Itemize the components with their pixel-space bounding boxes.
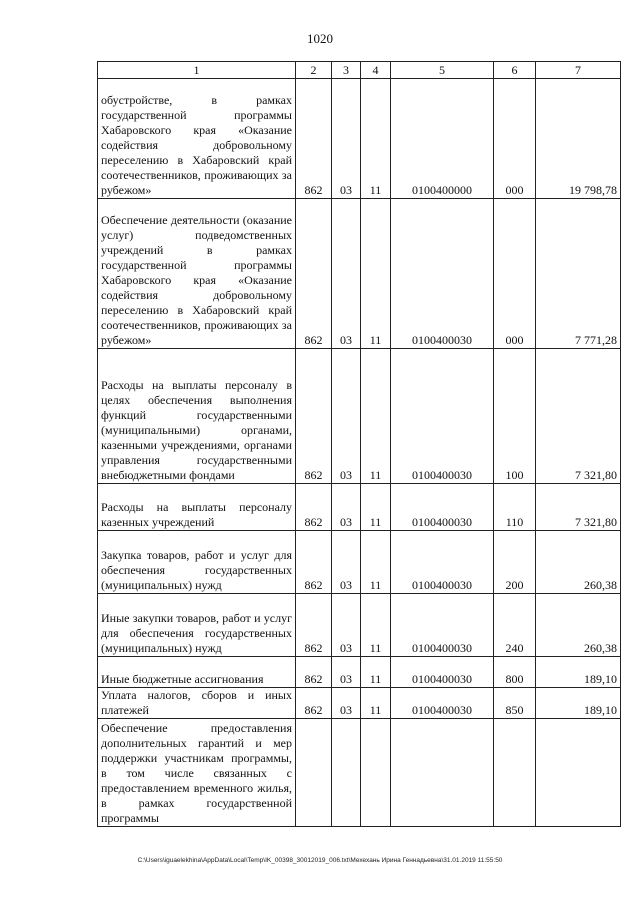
cell-sum: 260,38 [536, 594, 621, 657]
file-path-footer: C:\Users\iguaelekhina\AppData\Local\Temp\IK_00398_30012019_006.txt\Мехехань Ирина Геннадьевна\31.01.2019 11:55:50 [137, 857, 503, 864]
cell-rz: 03 [332, 484, 361, 531]
col-header-4: 4 [361, 62, 391, 79]
cell-rz: 03 [332, 657, 361, 688]
cell-grbs: 862 [296, 657, 332, 688]
cell-grbs: 862 [296, 688, 332, 719]
cell-sum [536, 719, 621, 827]
table-row [98, 349, 621, 484]
cell-vr [494, 719, 536, 827]
table-row [98, 594, 621, 657]
cell-pr: 11 [361, 484, 391, 531]
cell-grbs: 862 [296, 484, 332, 531]
cell-sum: 7 321,80 [536, 349, 621, 484]
cell-vr: 100 [494, 349, 536, 484]
cell-rz: 03 [332, 594, 361, 657]
cell-pr: 11 [361, 688, 391, 719]
table-row [98, 719, 621, 827]
col-header-7: 7 [536, 62, 621, 79]
cell-grbs: 862 [296, 531, 332, 594]
cell-vr: 000 [494, 199, 536, 349]
page-number: 1020 [307, 31, 333, 46]
cell-name: Обеспечение предоставления дополнительных гарантий и мер поддержки участникам программы, в том числе связанных с предоставлением временного жилья, в рамках государственной программы [98, 719, 296, 827]
table-row [98, 79, 621, 199]
table-row [98, 657, 621, 688]
cell-csr: 0100400030 [391, 349, 494, 484]
cell-sum: 189,10 [536, 657, 621, 688]
cell-vr: 800 [494, 657, 536, 688]
cell-rz: 03 [332, 349, 361, 484]
cell-csr: 0100400030 [391, 657, 494, 688]
cell-pr: 11 [361, 79, 391, 199]
cell-vr: 000 [494, 79, 536, 199]
cell-pr: 11 [361, 199, 391, 349]
cell-vr: 850 [494, 688, 536, 719]
cell-name: Иные бюджетные ассигнования [98, 657, 296, 688]
cell-rz: 03 [332, 688, 361, 719]
cell-grbs: 862 [296, 349, 332, 484]
cell-vr: 110 [494, 484, 536, 531]
cell-csr: 0100400000 [391, 79, 494, 199]
cell-csr: 0100400030 [391, 688, 494, 719]
cell-pr: 11 [361, 531, 391, 594]
table-row [98, 688, 621, 719]
cell-name: Расходы на выплаты персоналу казенных учреждений [98, 484, 296, 531]
cell-name: Иные закупки товаров, работ и услуг для обеспечения государственных (муниципальных) нужд [98, 594, 296, 657]
cell-pr: 11 [361, 349, 391, 484]
col-header-1: 1 [98, 62, 296, 79]
cell-csr: 0100400030 [391, 594, 494, 657]
cell-csr [391, 719, 494, 827]
table-row [98, 531, 621, 594]
col-header-3: 3 [332, 62, 361, 79]
cell-pr: 11 [361, 594, 391, 657]
header-row [98, 62, 621, 79]
cell-pr: 11 [361, 657, 391, 688]
cell-rz: 03 [332, 199, 361, 349]
col-header-6: 6 [494, 62, 536, 79]
cell-rz: 03 [332, 79, 361, 199]
cell-pr [361, 719, 391, 827]
budget-table [97, 61, 621, 827]
cell-grbs: 862 [296, 594, 332, 657]
cell-csr: 0100400030 [391, 531, 494, 594]
cell-sum: 7 771,28 [536, 199, 621, 349]
cell-name: Расходы на выплаты персоналу в целях обеспечения выполнения функций государственными (муниципальными) органами, казенными учреждениями, органами управления государственными внебюджетными фондами [98, 349, 296, 484]
cell-vr: 200 [494, 531, 536, 594]
cell-name: Закупка товаров, работ и услуг для обеспечения государственных (муниципальных) нужд [98, 531, 296, 594]
cell-sum: 7 321,80 [536, 484, 621, 531]
cell-grbs [296, 719, 332, 827]
cell-csr: 0100400030 [391, 199, 494, 349]
cell-sum: 260,38 [536, 531, 621, 594]
cell-sum: 189,10 [536, 688, 621, 719]
cell-sum: 19 798,78 [536, 79, 621, 199]
cell-name: обустройстве, в рамках государственной программы Хабаровского края «Оказание содействия добровольному переселению в Хабаровский край соотечественников, проживающих за рубежом» [98, 79, 296, 199]
cell-vr: 240 [494, 594, 536, 657]
cell-csr: 0100400030 [391, 484, 494, 531]
cell-name: Обеспечение деятельности (оказание услуг) подведомственных учреждений в рамках государственной программы Хабаровского края «Оказание содействия добровольному переселению в Хабаровский край соотечественников, проживающих за рубежом» [98, 199, 296, 349]
cell-name: Уплата налогов, сборов и иных платежей [98, 688, 296, 719]
col-header-5: 5 [391, 62, 494, 79]
cell-rz: 03 [332, 531, 361, 594]
cell-grbs: 862 [296, 79, 332, 199]
col-header-2: 2 [296, 62, 332, 79]
table-row [98, 484, 621, 531]
cell-rz [332, 719, 361, 827]
table-row [98, 199, 621, 349]
cell-grbs: 862 [296, 199, 332, 349]
